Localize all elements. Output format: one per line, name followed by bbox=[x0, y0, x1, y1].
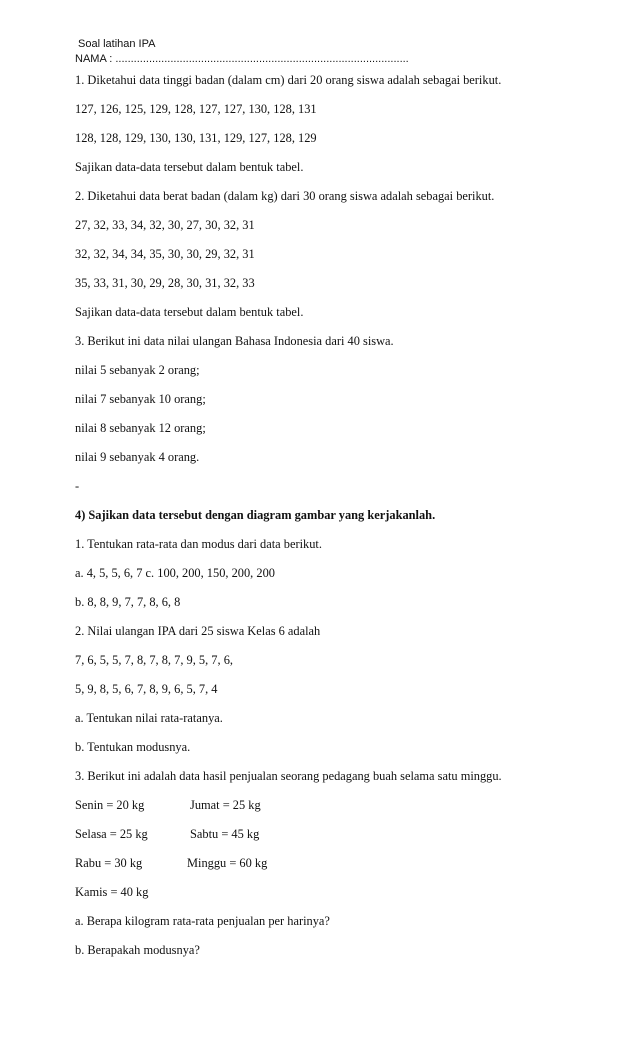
data-line: 7, 6, 5, 5, 7, 8, 7, 8, 7, 9, 5, 7, 6, bbox=[75, 653, 233, 667]
sales-right: Sabtu = 45 kg bbox=[190, 827, 260, 841]
instruction-line: Sajikan data-data tersebut dalam bentuk tabel. bbox=[75, 160, 304, 174]
worksheet-title: Soal latihan IPA bbox=[78, 38, 156, 50]
data-line: 5, 9, 8, 5, 6, 7, 8, 9, 6, 5, 7, 4 bbox=[75, 682, 218, 696]
exercise-3: 3. Berikut ini adalah data hasil penjualan seorang pedagang buah selama satu minggu. bbox=[75, 769, 502, 783]
question-1: 1. Diketahui data tinggi badan (dalam cm) dari 20 orang siswa adalah sebagai berikut. bbox=[75, 73, 502, 87]
question-4-heading: 4) Sajikan data tersebut dengan diagram gambar yang kerjakanlah. bbox=[75, 508, 436, 522]
sub-question: a. Berapa kilogram rata-rata penjualan per harinya? bbox=[75, 914, 330, 928]
data-line: 35, 33, 31, 30, 29, 28, 30, 31, 32, 33 bbox=[75, 276, 255, 290]
exercise-1: 1. Tentukan rata-rata dan modus dari data berikut. bbox=[75, 537, 322, 551]
sub-question: b. Tentukan modusnya. bbox=[75, 740, 191, 754]
sales-left: Senin = 20 kg bbox=[75, 798, 145, 812]
data-line: nilai 5 sebanyak 2 orang; bbox=[75, 363, 200, 377]
name-line: NAMA : ................................................................................................ bbox=[75, 53, 409, 65]
data-line: nilai 7 sebanyak 10 orang; bbox=[75, 392, 206, 406]
instruction-line: Sajikan data-data tersebut dalam bentuk tabel. bbox=[75, 305, 304, 319]
sales-right: Jumat = 25 kg bbox=[190, 798, 261, 812]
exercise-2: 2. Nilai ulangan IPA dari 25 siswa Kelas 6 adalah bbox=[75, 624, 321, 638]
data-line: nilai 9 sebanyak 4 orang. bbox=[75, 450, 200, 464]
data-line: 128, 128, 129, 130, 130, 131, 129, 127, 128, 129 bbox=[75, 131, 317, 145]
separator-dash: - bbox=[75, 479, 80, 493]
data-line: 127, 126, 125, 129, 128, 127, 127, 130, 128, 131 bbox=[75, 102, 317, 116]
data-line: b. 8, 8, 9, 7, 7, 8, 6, 8 bbox=[75, 595, 181, 609]
question-2: 2. Diketahui data berat badan (dalam kg) dari 30 orang siswa adalah sebagai berikut. bbox=[75, 189, 495, 203]
data-line: 27, 32, 33, 34, 32, 30, 27, 30, 32, 31 bbox=[75, 218, 255, 232]
sub-question: a. Tentukan nilai rata-ratanya. bbox=[75, 711, 223, 725]
sales-left: Selasa = 25 kg bbox=[75, 827, 148, 841]
question-3: 3. Berikut ini data nilai ulangan Bahasa Indonesia dari 40 siswa. bbox=[75, 334, 394, 348]
sales-left: Rabu = 30 kg bbox=[75, 856, 143, 870]
data-line: 32, 32, 34, 34, 35, 30, 30, 29, 32, 31 bbox=[75, 247, 255, 261]
data-line: nilai 8 sebanyak 12 orang; bbox=[75, 421, 206, 435]
data-line: a. 4, 5, 5, 6, 7 c. 100, 200, 150, 200, 200 bbox=[75, 566, 275, 580]
sales-right: Minggu = 60 kg bbox=[187, 856, 268, 870]
sub-question: b. Berapakah modusnya? bbox=[75, 943, 200, 957]
sales-left: Kamis = 40 kg bbox=[75, 885, 149, 899]
